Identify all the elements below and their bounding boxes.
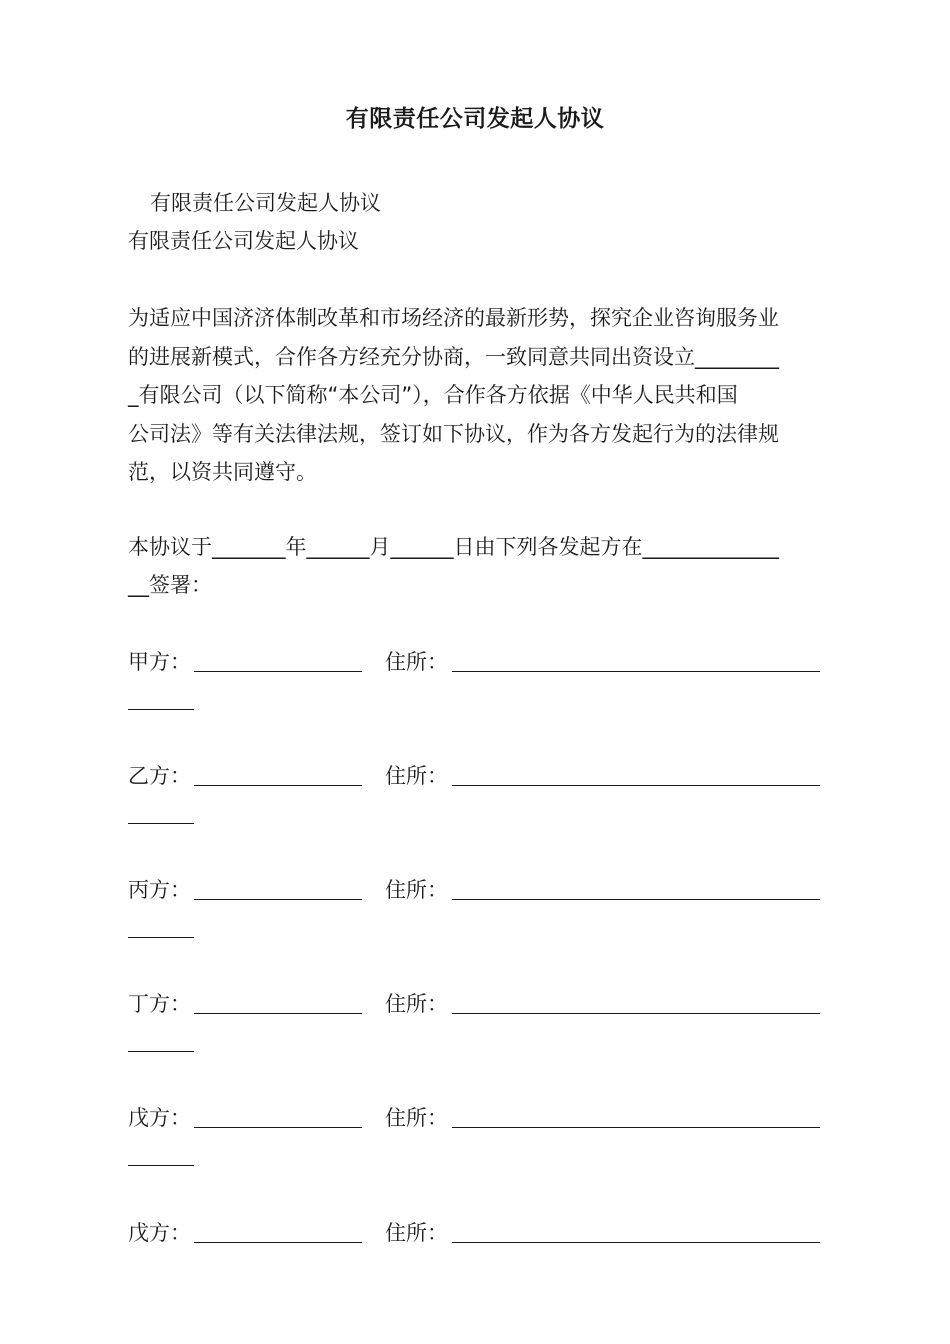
address-blank — [452, 1013, 820, 1014]
paragraph-line: _有限公司（以下简称“本公司”），合作各方依据《中华人民共和国 — [128, 383, 738, 407]
party-row-bing — [128, 876, 820, 956]
address-label: 住所： — [385, 764, 448, 788]
address-blank — [452, 671, 820, 672]
party-row-ding — [128, 990, 820, 1070]
party-name-blank — [194, 899, 362, 900]
party-label: 丁方： — [128, 992, 191, 1016]
address-label: 住所： — [385, 878, 448, 902]
party-name-blank — [194, 785, 362, 786]
paragraph-line: 的进展新模式，合作各方经充分协商，一致同意共同出资设立________ — [128, 344, 779, 369]
party-label: 戊方： — [128, 1106, 191, 1130]
address-blank — [452, 899, 820, 900]
party-row-yi — [128, 762, 820, 842]
address-blank-continued — [128, 1051, 194, 1052]
address-blank-continued — [128, 1165, 194, 1166]
address-blank — [452, 1242, 820, 1243]
party-name-blank — [194, 1013, 362, 1014]
signing-line: __签署： — [128, 573, 212, 597]
subtitle-line-1: 有限责任公司发起人协议 — [150, 191, 381, 215]
address-label: 住所： — [385, 650, 448, 674]
signing-date-paragraph — [128, 528, 820, 604]
paragraph-line: 范，以资共同遵守。 — [128, 460, 317, 484]
party-row-wu-2 — [128, 1219, 820, 1259]
intro-paragraph — [128, 299, 820, 492]
party-row-wu — [128, 1104, 820, 1184]
subtitle-line-2: 有限责任公司发起人协议 — [128, 229, 359, 253]
paragraph-line: 为适应中国济济体制改革和市场经济的最新形势，探究企业咨询服务业 — [128, 306, 779, 330]
party-row-jia — [128, 648, 820, 728]
party-name-blank — [194, 1242, 362, 1243]
address-blank-continued — [128, 709, 194, 710]
party-name-blank — [194, 1127, 362, 1128]
document-title: 有限责任公司发起人协议 — [345, 106, 605, 132]
party-label: 戊方： — [128, 1221, 191, 1245]
party-name-blank — [194, 671, 362, 672]
address-blank-continued — [128, 937, 194, 938]
paragraph-line: 公司法》等有关法律法规，签订如下协议，作为各方发起行为的法律规 — [128, 421, 779, 446]
party-label: 丙方： — [128, 878, 191, 902]
party-label: 乙方： — [128, 764, 191, 788]
party-label: 甲方： — [128, 650, 191, 674]
signing-line: 本协议于_______年______月______日由下列各发起方在_____________ — [128, 535, 779, 559]
address-label: 住所： — [385, 1106, 448, 1130]
address-blank-continued — [128, 823, 194, 824]
address-label: 住所： — [385, 992, 448, 1016]
address-label: 住所： — [385, 1221, 448, 1245]
address-blank — [452, 1127, 820, 1128]
address-blank — [452, 785, 820, 786]
